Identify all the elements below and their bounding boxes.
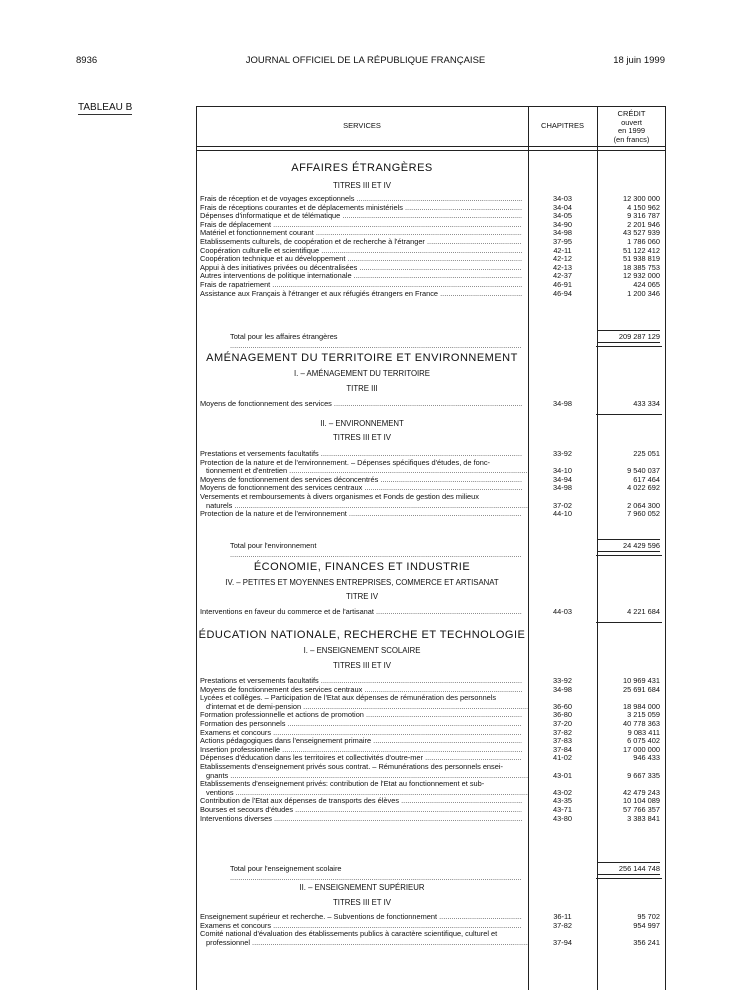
service-label: Prestations et versements facultatifs ..... <box>200 677 522 685</box>
credit-amount: 1 200 346 <box>627 288 660 298</box>
chapitre-code: 34-98 <box>553 228 572 238</box>
credit-amount: 10 969 431 <box>623 676 660 685</box>
service-label: Etablissements d'enseignement privés: contribution de l'Etat au fonctionnement et sub- <box>200 780 485 789</box>
credit-amount: 57 766 357 <box>623 805 660 814</box>
subsection-title: I. – ENSEIGNEMENT SCOLAIRE <box>303 646 421 655</box>
service-label: Lycées et collèges. – Participation de l'Etat aux dépenses de rémunération des personnels <box>200 694 497 703</box>
credit-amount: 946 433 <box>633 753 660 763</box>
chapitre-code: 34-05 <box>553 211 572 221</box>
service-label: Coopération technique et au développement ..... <box>200 255 522 263</box>
service-label: Dépenses d'informatique et de télématique ..... <box>200 212 522 220</box>
section-title: ÉCONOMIE, FINANCES ET INDUSTRIE <box>253 561 471 573</box>
service-label: gnants ..... <box>206 772 528 780</box>
chapitre-code: 37-02 <box>553 500 572 510</box>
credit-amount: 2 064 300 <box>627 500 660 510</box>
credit-amount: 3 215 059 <box>627 710 660 720</box>
service-label: Autres interventions de politique internationale ..... <box>200 272 522 280</box>
chapitre-code: 44-10 <box>553 509 572 519</box>
chapitre-code: 37-82 <box>553 920 572 930</box>
chapitre-code: 46-91 <box>553 280 572 289</box>
credit-amount: 42 479 243 <box>623 787 660 797</box>
chapitre-code: 43-71 <box>553 805 572 814</box>
credit-header-line: (en francs) <box>613 134 650 144</box>
total-label: Total pour l'environnement ..... <box>230 541 522 559</box>
header-rule <box>196 150 666 151</box>
section-title: AFFAIRES ÉTRANGÈRES <box>291 162 433 174</box>
credit-amount: 40 778 363 <box>623 719 660 728</box>
service-label: Etablissements culturels, de coopération et de recherche à l'étranger ..... <box>200 238 522 246</box>
credit-amount: 4 221 684 <box>627 607 660 616</box>
chapitre-code: 43-01 <box>553 770 572 780</box>
service-label: Comité national d'évaluation des établissements publics à caractère scientifique, culturel et <box>200 930 498 939</box>
credit-amount: 95 702 <box>637 912 660 921</box>
chapitre-code: 36-80 <box>553 710 572 720</box>
total-amount: 24 429 596 <box>597 539 660 552</box>
chapitre-code: 34-03 <box>553 194 572 203</box>
service-label: Formation professionnelle et actions de promotion ..... <box>200 711 522 719</box>
credit-amount: 9 667 335 <box>627 770 660 780</box>
service-label: Examens et concours ..... <box>200 729 522 737</box>
service-label: Prestations et versements facultatifs ..... <box>200 450 522 458</box>
chapitre-code: 37-94 <box>553 937 572 947</box>
chapitre-code: 44-03 <box>553 607 572 616</box>
credit-amount: 4 022 692 <box>627 483 660 493</box>
credit-amount: 43 527 939 <box>623 228 660 238</box>
chapitre-code: 34-98 <box>553 399 572 408</box>
column-header-services: SERVICES <box>343 121 381 130</box>
credit-amount: 6 075 402 <box>627 736 660 746</box>
chapitre-code: 43-02 <box>553 787 572 797</box>
service-label: Insertion professionnelle ..... <box>200 746 522 754</box>
total-label: Total pour l'enseignement scolaire ..... <box>230 864 522 882</box>
credit-amount: 617 464 <box>633 474 660 484</box>
service-label: Moyens de fonctionnement des services centraux ..... <box>200 686 522 694</box>
credit-amount: 7 960 052 <box>627 509 660 519</box>
service-label: Interventions en faveur du commerce et de l'artisanat ..... <box>200 608 522 616</box>
credit-amount: 433 334 <box>633 399 660 408</box>
chapitre-code: 34-94 <box>553 474 572 484</box>
credit-amount: 9 316 787 <box>627 211 660 221</box>
credit-amount: 9 083 411 <box>627 727 660 737</box>
chapitre-code: 34-04 <box>553 202 572 212</box>
credit-amount: 25 691 684 <box>623 684 660 694</box>
chapitre-code: 42-37 <box>553 271 572 281</box>
service-label: Matériel et fonctionnement courant ..... <box>200 229 522 237</box>
total-amount: 209 287 129 <box>597 330 660 343</box>
service-label: Enseignement supérieur et recherche. – Subventions de fonctionnement ..... <box>200 913 522 921</box>
service-label: Etablissements d'enseignement privés sous contrat. – Rémunérations des personnels ensei- <box>200 763 503 771</box>
service-label: d'internat et de demi-pension ..... <box>206 703 528 711</box>
credit-amount: 12 932 000 <box>623 271 660 281</box>
credit-amount: 424 065 <box>633 280 660 289</box>
chapitre-code: 37-82 <box>553 727 572 737</box>
subsection-titres: TITRES III ET IV <box>333 898 391 907</box>
credit-amount: 356 241 <box>633 937 660 947</box>
subsection-titres: TITRE III <box>346 384 378 393</box>
journal-title: JOURNAL OFFICIEL DE LA RÉPUBLIQUE FRANÇAISE <box>245 55 486 66</box>
box-rule <box>596 622 662 623</box>
credit-amount: 12 300 000 <box>623 194 660 203</box>
service-label: Moyens de fonctionnement des services déconcentrés ..... <box>200 476 522 484</box>
credit-header-line: ouvert <box>621 117 642 127</box>
box-rule <box>596 878 662 879</box>
service-label: Appui à des initiatives privées ou décentralisées ..... <box>200 264 522 272</box>
service-label: Formation des personnels ..... <box>200 720 522 728</box>
service-label: Examens et concours ..... <box>200 922 522 930</box>
credit-amount: 18 385 753 <box>623 262 660 272</box>
table-label: TABLEAU B <box>78 102 133 113</box>
box-rule <box>596 346 662 347</box>
credit-amount: 10 104 089 <box>623 796 660 806</box>
chapitre-code: 46-94 <box>553 288 572 298</box>
page-number: 8936 <box>76 55 98 66</box>
service-label: Protection de la nature et de l'environnement ..... <box>200 510 522 518</box>
subsection-title: II. – ENSEIGNEMENT SUPÉRIEUR <box>299 883 425 892</box>
publication-date: 18 juin 1999 <box>613 55 665 66</box>
service-label: Moyens de fonctionnement des services ..... <box>200 400 522 408</box>
chapitre-code: 34-98 <box>553 483 572 493</box>
service-label: professionnel ..... <box>206 939 528 947</box>
service-label: Moyens de fonctionnement des services centraux ..... <box>200 484 522 492</box>
chapitre-code: 37-20 <box>553 719 572 728</box>
service-label: Interventions diverses ..... <box>200 815 522 823</box>
service-label: Frais de réceptions courantes et de déplacements ministériels ..... <box>200 204 522 212</box>
chapitre-code: 41-02 <box>553 753 572 763</box>
box-rule <box>596 555 662 556</box>
chapitre-code: 33-92 <box>553 449 572 458</box>
chapitre-code: 43-35 <box>553 796 572 806</box>
chapitre-code: 42-13 <box>553 262 572 272</box>
credit-amount: 4 150 962 <box>627 202 660 212</box>
chapitre-code: 37-95 <box>553 237 572 246</box>
chapitre-code: 43-80 <box>553 813 572 823</box>
chapitre-code: 33-92 <box>553 676 572 685</box>
credit-amount: 9 540 037 <box>627 466 660 476</box>
chapitre-code: 36-60 <box>553 701 572 711</box>
credit-amount: 18 984 000 <box>623 701 660 711</box>
credit-amount: 51 122 412 <box>623 245 660 255</box>
credit-amount: 17 000 000 <box>623 744 660 754</box>
chapitre-code: 42-12 <box>553 254 572 264</box>
chapitre-code: 36-11 <box>553 912 572 921</box>
chapitre-code: 34-90 <box>553 219 572 229</box>
column-header-chapitres: CHAPITRES <box>541 121 584 130</box>
credit-amount: 3 383 841 <box>627 813 660 823</box>
chapitre-code: 34-10 <box>553 466 572 476</box>
chapitre-code: 34-98 <box>553 684 572 694</box>
credit-amount: 954 997 <box>633 920 660 930</box>
subsection-title: IV. – PETITES ET MOYENNES ENTREPRISES, COMMERCE ET ARTISANAT <box>225 578 499 587</box>
service-label: Assistance aux Français à l'étranger et aux réfugiés étrangers en France ..... <box>200 290 522 298</box>
service-label: Frais de réception et de voyages exceptionnels ..... <box>200 195 522 203</box>
chapitre-code: 42-11 <box>553 245 572 255</box>
service-label: Coopération culturelle et scientifique ..... <box>200 247 522 255</box>
subsection-title: I. – AMÉNAGEMENT DU TERRITOIRE <box>293 369 431 378</box>
service-label: Contribution de l'Etat aux dépenses de transports des élèves ..... <box>200 797 522 805</box>
service-label: Frais de rapatriement ..... <box>200 281 522 289</box>
credit-amount: 2 201 946 <box>627 219 660 229</box>
total-label: Total pour les affaires étrangères ..... <box>230 332 522 350</box>
service-label: naturels ..... <box>206 502 528 510</box>
section-titres: TITRES III ET IV <box>333 181 391 190</box>
section-title: ÉDUCATION NATIONALE, RECHERCHE ET TECHNOLOGIE <box>198 629 526 641</box>
credit-amount: 1 786 060 <box>627 237 660 246</box>
subsection-titres: TITRES III ET IV <box>333 661 391 670</box>
service-label: Frais de déplacement ..... <box>200 221 522 229</box>
total-amount: 256 144 748 <box>597 862 660 875</box>
section-title: AMÉNAGEMENT DU TERRITOIRE ET ENVIRONNEMENT <box>206 352 518 364</box>
credit-header-line: en 1999 <box>617 126 646 135</box>
credit-header-line: CRÉDIT <box>617 109 646 118</box>
service-label: Protection de la nature et de l'environnement. – Dépenses spécifiques d'études, de fonc- <box>200 458 491 467</box>
service-label: tionnement et d'entretien ..... <box>206 467 528 475</box>
header-rule <box>196 146 666 147</box>
service-label: Versements et remboursements à divers organismes et Fonds de gestion des milieux <box>200 493 479 501</box>
service-label: Actions pédagogiques dans l'enseignement primaire ..... <box>200 737 522 745</box>
subsection-titres: TITRES III ET IV <box>333 433 391 442</box>
credit-amount: 225 051 <box>633 449 660 458</box>
credit-amount: 51 938 819 <box>623 254 660 264</box>
column-header-credit <box>597 110 666 144</box>
service-label: Bourses et secours d'études ..... <box>200 806 522 814</box>
subsection-titres: TITRE IV <box>345 592 379 601</box>
subsection-title: II. – ENVIRONNEMENT <box>320 419 404 428</box>
service-label: ventions ..... <box>206 789 528 797</box>
service-label: Dépenses d'éducation dans les territoires et collectivités d'outre-mer ..... <box>200 754 522 762</box>
chapitre-code: 37-83 <box>553 736 572 746</box>
chapitre-code: 37-84 <box>553 744 572 754</box>
box-rule <box>596 414 662 415</box>
